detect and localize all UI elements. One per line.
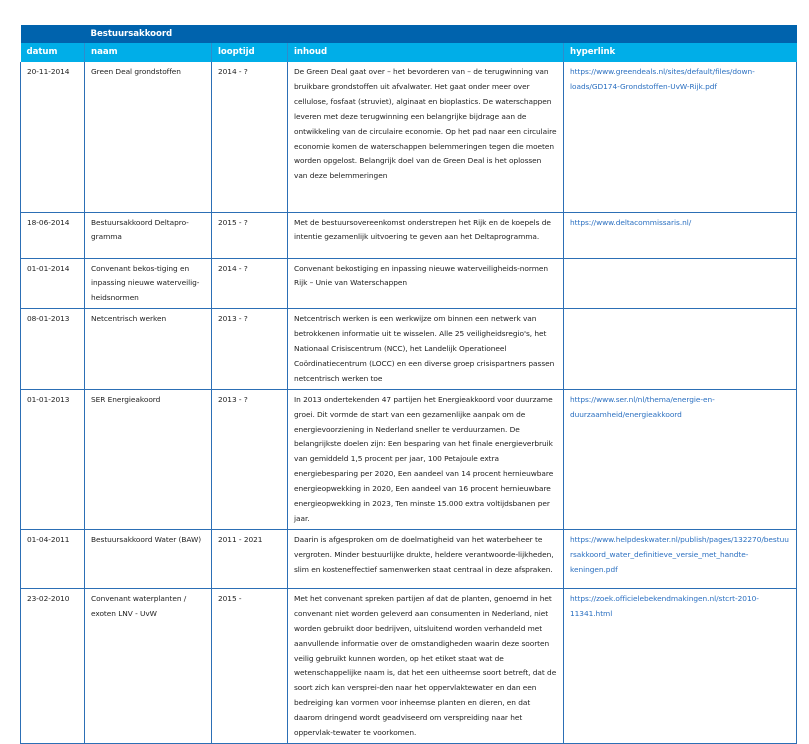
cell-inhoud: De Green Deal gaat over – het bevorderen van – de terugwinning van bruikbare grondstoffen uit afvalwater. Het gaat onder meer over cellulose, fosfaat (struviet), alginaat en bioplastics. De waterschappen leveren met deze terugwinning een belangrijke bijdrage aan de ontwikkeling van de circulaire economie. Op het pad naar een circulaire economie komen de waterschappen belemmeringen tegen die moeten worden opgelost. Belangrijk doel van de Green Deal is het oplossen van deze belemmeringen xyxy=(288,62,564,212)
table-row xyxy=(21,389,797,529)
cell-looptijd: 2013 - ? xyxy=(212,309,288,390)
cell-looptijd: 2013 - ? xyxy=(212,389,288,529)
table-row xyxy=(21,529,797,588)
cell-inhoud: In 2013 ondertekenden 47 partijen het Energieakkoord voor duurzame groei. Dit vormde de start van een gezamenlijke aanpak om de energievoorziening in Nederland sneller te verduurzamen. De belangrijkste doelen zijn: Een besparing van het finale energieverbruik van gemiddeld 1,5 procent per jaar, 100 Petajoule extra energiebesparing per 2020, Een aandeel van 14 procent hernieuwbare energieopwekking in 2020, Een aandeel van 16 procent hernieuwbare energieopwekking in 2023, Ten minste 15.000 extra voltijdsbanen per jaar. xyxy=(288,389,564,529)
cell-looptijd: 2011 - 2021 xyxy=(212,529,288,588)
cell-hyperlink xyxy=(564,258,797,309)
header-inhoud: inhoud xyxy=(288,43,564,62)
cell-naam: Green Deal grondstoffen xyxy=(85,62,212,212)
cell-datum: 20-11-2014 xyxy=(21,62,85,212)
cell-looptijd: 2014 - ? xyxy=(212,258,288,309)
table-title-row xyxy=(21,25,797,43)
cell-inhoud: Met het convenant spreken partijen af dat de planten, genoemd in het convenant niet worden geleverd aan consumenten in Nederland, niet worden gebruikt door bedrijven, uitsluitend worden verhandeld met aanvullende informatie over de omstandigheden waarin deze soorten veilig gebruikt kunnen worden, op het etiket staat wat de wetenschappelijke naam is, dat het een uitheemse soort betreft, dat de soort zich kan versprei-den naar het oppervlaktewater en dan een bedreiging kan vormen voor inheemse planten en dieren, en dat daarom dringend wordt geadviseerd om verspreiding naar het oppervlak-tewater te voorkomen. xyxy=(288,588,564,743)
cell-hyperlink[interactable]: https://www.helpdeskwater.nl/publish/pages/132270/bestuursakkoord_water_definitieve_versie_met_handte-keningen.pdf xyxy=(564,529,797,588)
cell-naam: Bestuursakkoord Water (BAW) xyxy=(85,529,212,588)
cell-datum: 01-04-2011 xyxy=(21,529,85,588)
table-row xyxy=(21,309,797,390)
cell-hyperlink[interactable]: https://www.greendeals.nl/sites/default/files/down-loads/GD174-Grondstoffen-UvW-Rijk.pdf xyxy=(564,62,797,212)
cell-inhoud: Met de bestuursovereenkomst onderstrepen het Rijk en de koepels de intentie gezamenlijk uitvoering te geven aan het Deltaprogramma. xyxy=(288,212,564,258)
cell-naam: Bestuursakkoord Deltapro-gramma xyxy=(85,212,212,258)
cell-naam: Convenant bekos-tiging en inpassing nieuwe waterveilig-heidsnormen xyxy=(85,258,212,309)
cell-datum: 01-01-2013 xyxy=(21,389,85,529)
cell-hyperlink xyxy=(564,309,797,390)
cell-looptijd: 2015 - xyxy=(212,588,288,743)
cell-looptijd: 2015 - ? xyxy=(212,212,288,258)
cell-datum: 01-01-2014 xyxy=(21,258,85,309)
cell-looptijd: 2014 - ? xyxy=(212,62,288,212)
cell-inhoud: Netcentrisch werken is een werkwijze om binnen een netwerk van betrokkenen informatie uit te wisselen. Alle 25 veiligheidsregio's, het Nationaal Crisiscentrum (NCC), het Landelijk Operationeel Coördinatiecentrum (LOCC) en een diverse groep crisispartners passen netcentrisch werken toe xyxy=(288,309,564,390)
cell-hyperlink[interactable]: https://www.deltacommissaris.nl/ xyxy=(564,212,797,258)
table-row xyxy=(21,62,797,212)
cell-naam: Convenant waterplanten / exoten LNV - UvW xyxy=(85,588,212,743)
header-naam: naam xyxy=(85,43,212,62)
header-datum: datum xyxy=(21,43,85,62)
table-row xyxy=(21,258,797,309)
cell-datum: 23-02-2010 xyxy=(21,588,85,743)
cell-naam: SER Energieakoord xyxy=(85,389,212,529)
bestuursakkoord-table xyxy=(20,25,797,744)
cell-hyperlink[interactable]: https://zoek.officielebekendmakingen.nl/stcrt-2010-11341.html xyxy=(564,588,797,743)
cell-datum: 18-06-2014 xyxy=(21,212,85,258)
table-row xyxy=(21,212,797,258)
cell-inhoud: Convenant bekostiging en inpassing nieuwe waterveiligheids-normen Rijk – Unie van Waterschappen xyxy=(288,258,564,309)
cell-inhoud: Daarin is afgesproken om de doelmatigheid van het waterbeheer te vergroten. Minder bestuurlijke drukte, heldere verantwoorde-lijkheden, slim en kosteneffectief samenwerken staat centraal in deze afspraken. xyxy=(288,529,564,588)
title-spacer xyxy=(21,25,85,43)
header-looptijd: looptijd xyxy=(212,43,288,62)
table-row xyxy=(21,588,797,743)
cell-hyperlink[interactable]: https://www.ser.nl/nl/thema/energie-en-duurzaamheid/energieakkoord xyxy=(564,389,797,529)
table-header-row xyxy=(21,43,797,62)
header-hyperlink: hyperlink xyxy=(564,43,797,62)
cell-naam: Netcentrisch werken xyxy=(85,309,212,390)
table-title: Bestuursakkoord xyxy=(85,25,797,43)
cell-datum: 08-01-2013 xyxy=(21,309,85,390)
